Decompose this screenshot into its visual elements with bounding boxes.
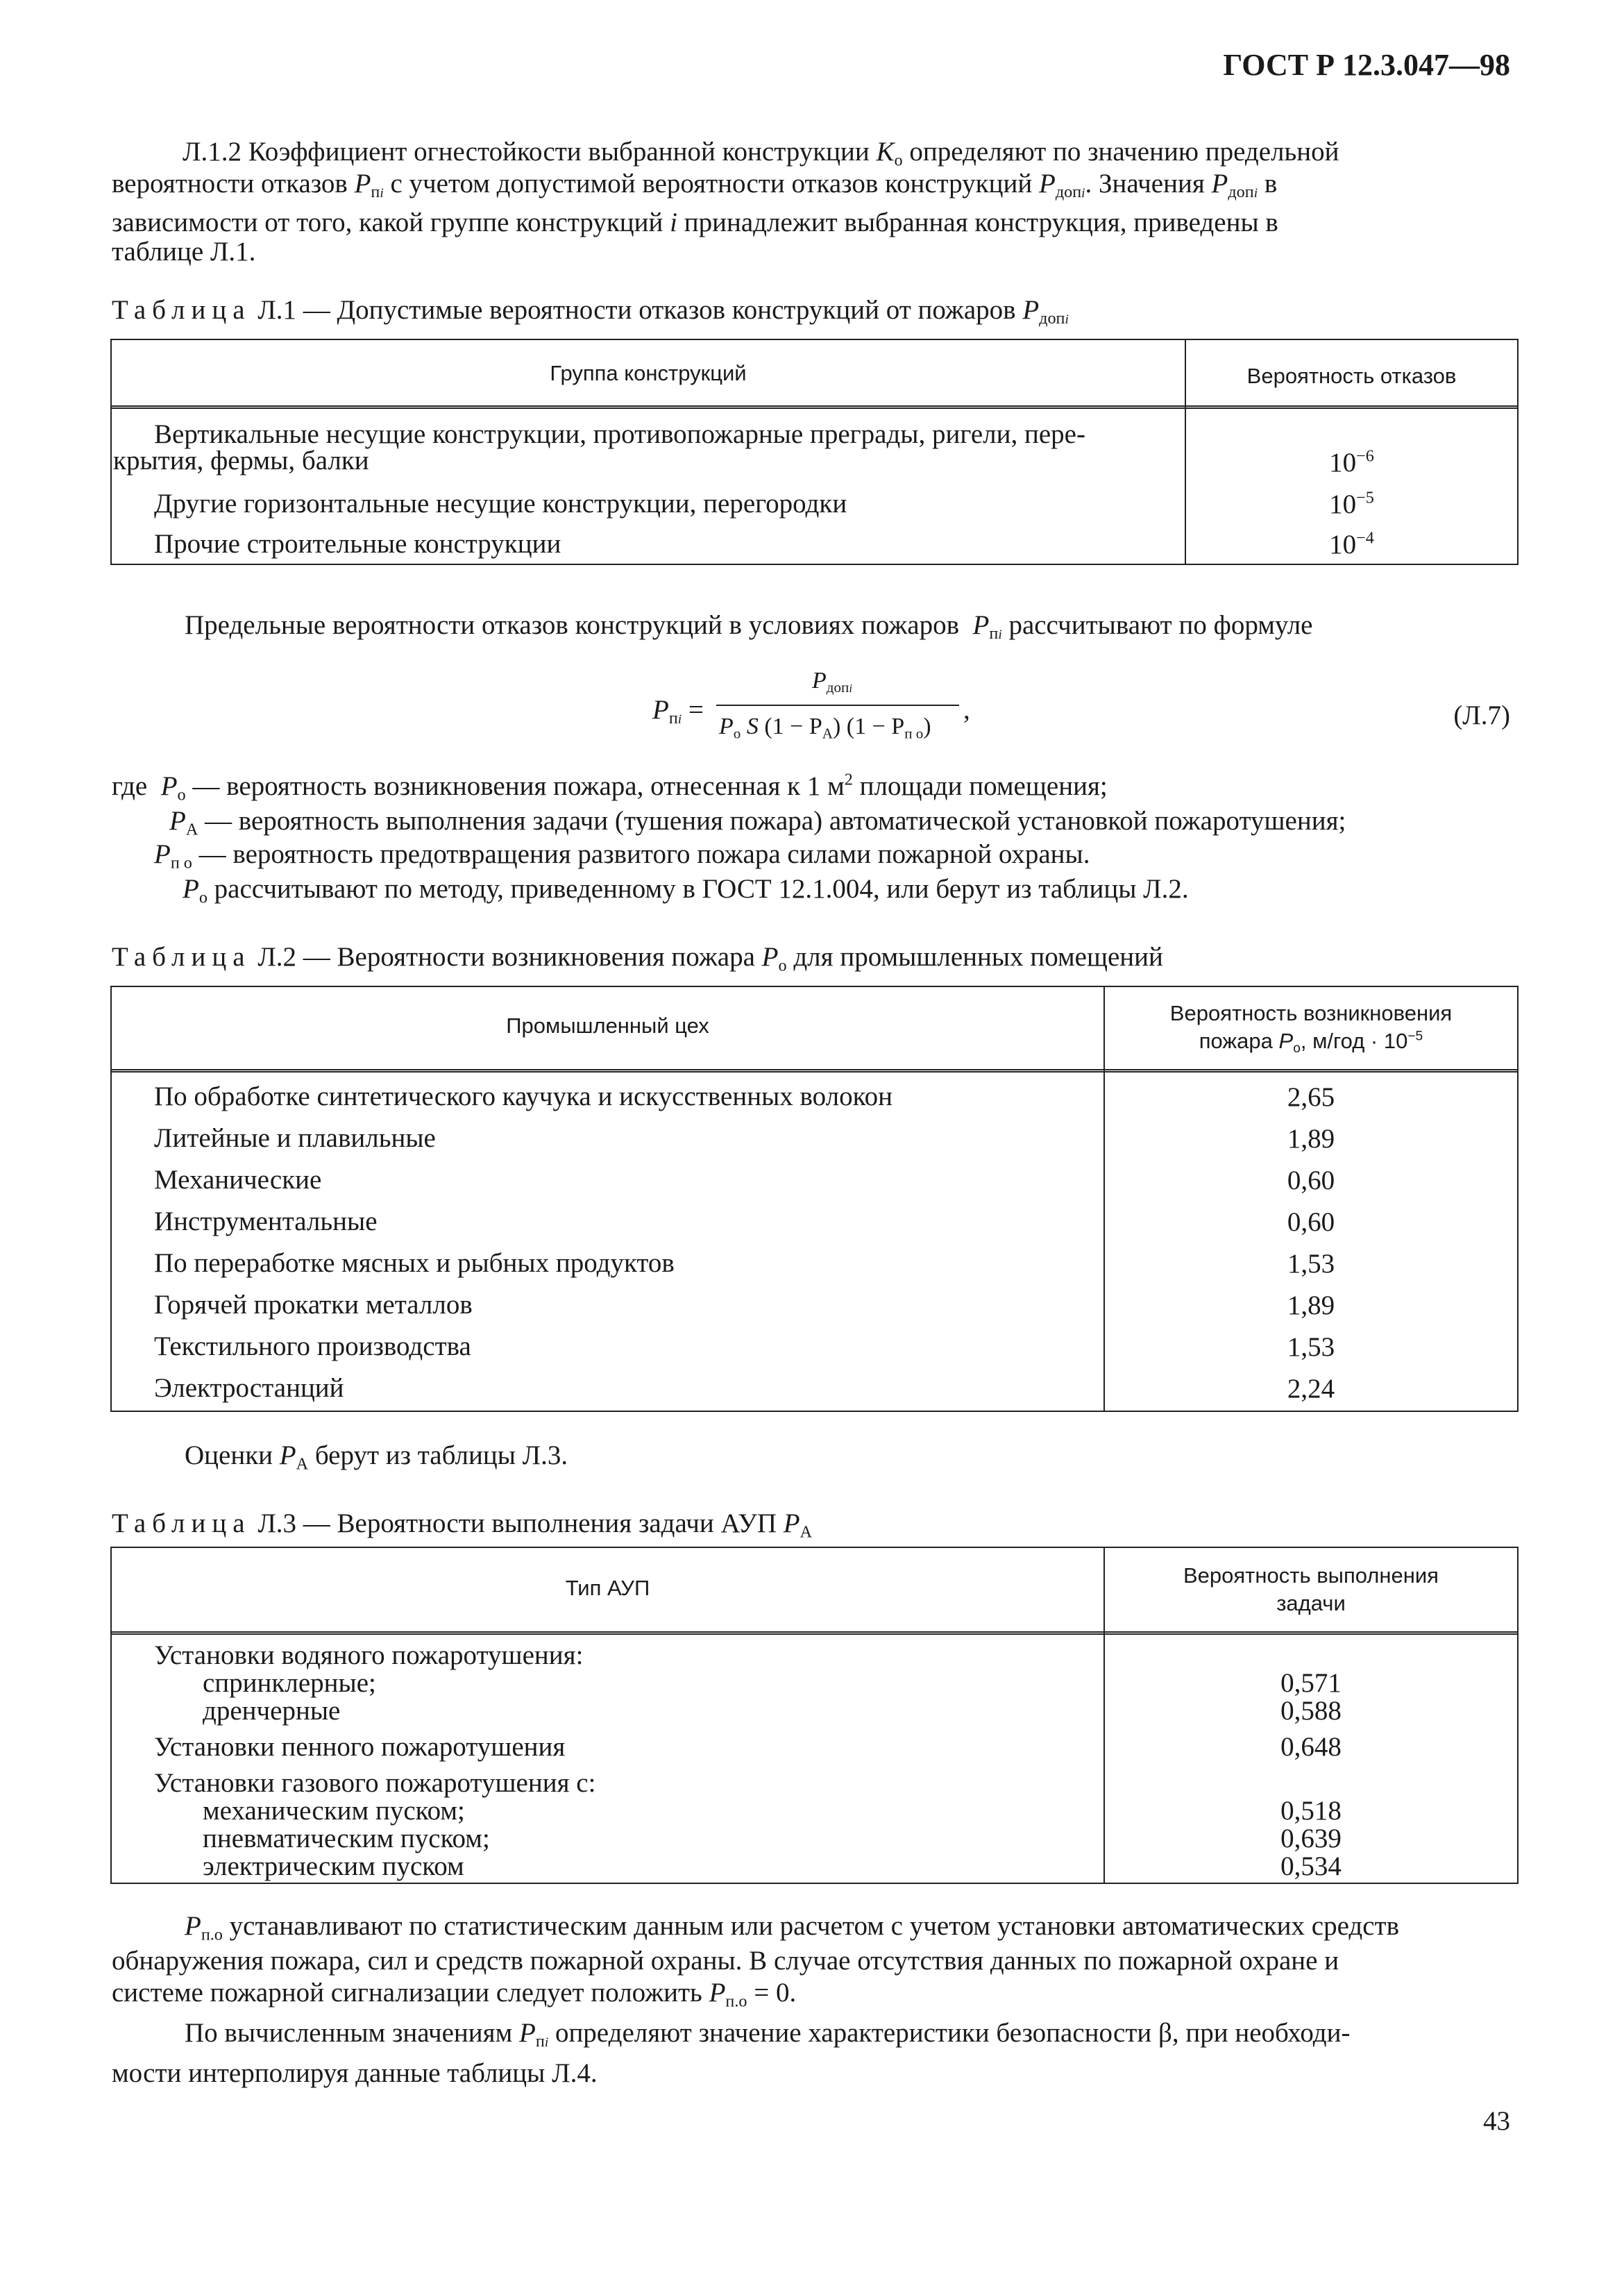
document-header: ГОСТ Р 12.3.047—98	[1223, 48, 1510, 82]
where-line3: $P_{п о}$ — вероятность предотвращения развитого пожара силами пожарной охраны.	[154, 839, 1090, 873]
table1-row3-value: $10^{-4}$	[1329, 528, 1374, 560]
table3-row: электрическим пуском	[203, 1851, 464, 1881]
where-line2: $P_A$ — вероятность выполнения задачи (тушения пожара) автоматической установкой пожаротушения;	[169, 806, 1346, 839]
table2-value: 1,89	[1287, 1124, 1335, 1154]
table3-value: 0,588	[1280, 1696, 1342, 1726]
table3-row: механическим пуском;	[203, 1796, 465, 1826]
table3-value: 0,639	[1280, 1824, 1342, 1853]
table1-row3-text: Прочие строительные конструкции	[154, 529, 561, 559]
table2-value: 1,89	[1287, 1290, 1335, 1320]
table2-row: Горячей прокатки металлов	[154, 1290, 473, 1320]
table3-row: дренчерные	[203, 1696, 341, 1726]
table2-value: 0,60	[1287, 1166, 1335, 1195]
table2-header-shop: Промышленный цех	[506, 1013, 709, 1038]
table2-value: 1,53	[1287, 1249, 1335, 1279]
para-l12-line1: Л.1.2 Коэффициент огнестойкости выбранной конструкции $K_о$ определяют по значению предельной	[183, 137, 1339, 170]
where-note: $P_о$ рассчитывают по методу, приведенному в ГОСТ 12.1.004, или берут из таблицы Л.2.	[183, 874, 1189, 907]
formula-lhs: $P_{пi}$ =	[652, 695, 704, 728]
para-l12-line4: таблице Л.1.	[112, 237, 256, 267]
table1-caption: Таблица Л.1 — Допустимые вероятности отказов конструкций от пожаров $P_{допi}$	[112, 295, 1069, 328]
para-l12-line2: вероятности отказов $P_{пi}$ с учетом допустимой вероятности отказов конструкций $P_{допi}$. Значения $P_{допi}$ в	[112, 169, 1278, 202]
table1-row1-text1: Вертикальные несущие конструкции, противопожарные преграды, ригели, пере-	[154, 419, 1085, 449]
para-l12-line3: зависимости от того, какой группе конструкций i принадлежит выбранная конструкция, приведены в	[112, 208, 1278, 237]
table1-row2-value: $10^{-5}$	[1329, 488, 1374, 519]
formula-numerator: $P_{допi}$	[812, 668, 853, 696]
table3-header-type: Тип АУП	[565, 1576, 650, 1600]
para-pa: Оценки $P_A$ берут из таблицы Л.3.	[185, 1440, 568, 1474]
table3-value: 0,571	[1280, 1668, 1342, 1698]
table2-row: Инструментальные	[154, 1206, 378, 1236]
table2-header-probability: Вероятность возникновения пожара $P_о$, $м/год \cdot 10^{-5}$	[1169, 1001, 1453, 1056]
formula-intro: Предельные вероятности отказов конструкций в условиях пожаров $P_{пi}$ рассчитывают по формуле	[185, 610, 1313, 644]
table2-header-rule	[110, 1069, 1519, 1072]
para-final-line1: По вычисленным значениям $P_{пi}$ определяют значение характеристики безопасности β, при необходи-	[185, 2018, 1351, 2051]
formula-number: (Л.7)	[1453, 700, 1510, 730]
table3-value: 0,518	[1280, 1796, 1342, 1826]
table2-row: По переработке мясных и рыбных продуктов	[154, 1248, 675, 1278]
para-pno-line1: $P_{п.о}$ устанавливают по статистическим данным или расчетом с учетом установки автоматических средств	[185, 1911, 1399, 1944]
table3-row: спринклерные;	[203, 1668, 376, 1698]
table2-value: 2,24	[1287, 1374, 1335, 1404]
table1-header-rule	[110, 405, 1519, 409]
table1-header-probability: Вероятность отказов	[1246, 364, 1457, 388]
table3-row: Установки водяного пожаротушения:	[154, 1640, 584, 1670]
table3-row: Установки газового пожаротушения с:	[154, 1768, 596, 1798]
table3-caption: Таблица Л.3 — Вероятности выполнения задачи АУП $P_A$	[112, 1508, 813, 1542]
para-final-line2: мости интерполируя данные таблицы Л.4.	[112, 2058, 598, 2088]
table2-row: Электростанций	[154, 1373, 344, 1403]
table2-row: Литейные и плавильные	[154, 1123, 436, 1153]
table1-row1-text2: крытия, фермы, балки	[113, 446, 369, 476]
table2-row: По обработке синтетического каучука и искусственных волокон	[154, 1082, 893, 1111]
table1-header-group: Группа конструкций	[550, 361, 747, 385]
para-pno-line2: обнаружения пожара, сил и средств пожарной охраны. В случае отсутствия данных по пожарной охране и	[112, 1946, 1339, 1976]
where-line1: где $P_о$ — вероятность возникновения пожара, отнесенная к 1 $м^2$ площади помещения;	[112, 770, 1108, 805]
table2-caption: Таблица Л.2 — Вероятности возникновения пожара $P_о$ для промышленных помещений	[112, 942, 1163, 975]
formula-denominator: $P_о$ S $(1 - P_A)$ $(1 - P_{п о})$	[719, 714, 931, 742]
table3-header-probability: Вероятность выполнения задачи	[1183, 1563, 1439, 1615]
para-pno-line3: системе пожарной сигнализации следует положить $P_{п.о} = 0$.	[112, 1978, 797, 2011]
table1-row1-value: $10^{-6}$	[1329, 446, 1374, 478]
table3-header-rule	[110, 1631, 1519, 1635]
table2-value: 0,60	[1287, 1207, 1335, 1237]
table2-row: Текстильного производства	[154, 1331, 471, 1361]
table3-value: 0,648	[1280, 1732, 1342, 1762]
table2-value: 2,65	[1287, 1082, 1335, 1112]
table2-row: Механические	[154, 1165, 322, 1195]
table1-row2-text: Другие горизонтальные несущие конструкции, перегородки	[154, 489, 847, 519]
table3-value: 0,534	[1280, 1851, 1342, 1881]
page-number: 43	[1483, 2106, 1510, 2136]
table3-row: пневматическим пуском;	[203, 1824, 490, 1853]
formula-fraction-bar	[716, 705, 959, 706]
formula-comma: ,	[963, 695, 970, 725]
table2-value: 1,53	[1287, 1332, 1335, 1362]
table3-row: Установки пенного пожаротушения	[154, 1732, 566, 1762]
